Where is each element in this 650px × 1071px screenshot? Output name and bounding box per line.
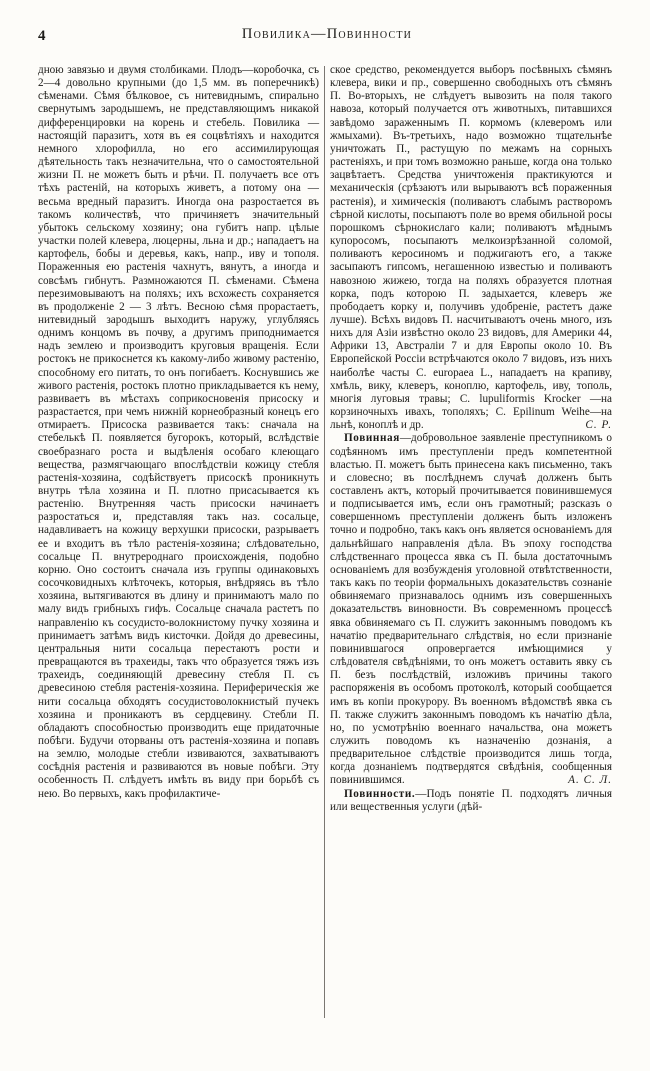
left-column: [38, 64, 319, 1018]
povinnosti-text: —Подъ понятіе П. подходятъ личныя или вещественныя услуги (дѣй-: [330, 787, 612, 813]
povilika-end-text: ское средство, рекомендуется выборъ посѣвныхъ сѣмянъ клевера, вики и пр., совершенно свободныхъ отъ сѣмянъ П. Во-вторыхъ, не слѣдуетъ вывозить на поля такого навоза, который получается отъ животныхъ, питавшихся завѣдомо зараженнымъ П. кормомъ (клеверомъ или жмыхами). Въ-третьихъ, надо возможно тщательнѣе уничтожать П., растущую по межамъ на сорныхъ растеніяхъ, и при томъ возможно раньше, когда она только зацвѣтаетъ. Средства уничтоженія практикуются и механическія (срѣзаютъ или вырываютъ всѣ пораженныя растенія), и химическія (поливаютъ слабымъ растворомъ сѣрной кислоты, посыпаютъ поле во время обильной росы порошкомъ сѣрнокислаго кали; поливаютъ мѣднымъ купоросомъ, посыпаютъ мелкоизрѣзанной соломой, поливаютъ керосиномъ и поджигаютъ его, а также засыпаютъ гипсомъ, негашенною известью и поливаютъ навозною жижею, тогда на поляхъ образуется плотная корка, подъ которою П. задыхается, клеверъ же прободаетъ корку и, получивъ удобреніе, растетъ даже лучше). Всѣхъ видовъ П. насчитываютъ очень много, изъ нихъ для Азіи извѣстно около 23 видовъ, для Америки 44, Африки 13, Австраліи 7 и для Европы около 10. Въ Европейской Россіи встрѣчаются около 7 видовъ, изъ нихъ наиболѣе часты C. europaea L., нападаетъ на крапиву, хмѣль, вику, клеверъ, коноплю, картофель, иву, тополь, многія луговыя травы; C. lupuliformis Krocker —на корзиночныхъ ивахъ, тополяхъ; C. Epilinum Weihe—на льнѣ, коноплѣ и др.: [330, 64, 612, 432]
right-column: [330, 64, 612, 1018]
povinnaya-entry-title: Повинная: [344, 432, 400, 445]
povinnaya-author-signature: А. С. Л.: [568, 774, 612, 787]
article-povinnaya: [330, 432, 612, 787]
column-divider-rule: [324, 66, 325, 1018]
page-number: 4: [38, 28, 46, 44]
text-block: [38, 64, 616, 1018]
povilika-continuation-text: дною завязью и двумя столбиками. Плодъ—коробочка, съ 2—4 довольно крупными (до 1,5 мм. въ поперечникѣ) сѣменами. Сѣмя бѣлковое, съ нитевиднымъ, спирально свернутымъ зародышемъ, не представляющимъ никакой дифференцировки на корень и стебель. Повилика — настоящій паразитъ, хотя въ ея соцвѣтіяхъ и находится немного хлорофилла, но его ассимилирующая дѣятельность такъ незначительна, что о самостоятельной жизни П. не можетъ быть и рѣчи. П. получаетъ все отъ тѣхъ растеній, на которыхъ живетъ, а потому она — весьма вредный паразитъ. Иногда она разростается въ такомъ количествѣ, что причиняетъ значительный убытокъ сельскому хозяину; она губитъ напр. цѣлые участки полей клевера, люцерны, льна и др.; нападаетъ на картофель, бобы и деревья, какъ, напр., иву и тополя. Пораженныя ею растенія чахнутъ, вянутъ, а иногда и совсѣмъ гибнутъ. Размножаются П. сѣменами. Сѣмена перезимовываютъ на поляхъ; ихъ всхожесть сохраняется въ продолженіе 2 — 3 лѣтъ. Весною сѣмя прорастаетъ, нитевидный зародышъ выходитъ наружу, углубляясь однимъ концомъ въ почву, а другимъ приподнимается надъ землею и производитъ круговыя вращенія. Если ростокъ не прикоснется къ какому-либо живому растенію, способному его питать, то онъ погибаетъ. Коснувшись же живого растенія, ростокъ плотно прикладывается къ нему, развиваетъ въ мѣстахъ соприкосновенія присоску и разрастается, при чемъ нижній корнеобразный конецъ его отмираетъ. Присоска развивается такъ: сначала на стебелькѣ П. появляется бугорокъ, который, вслѣдствіе своебразнаго роста и выдѣленія особаго клеющаго вещества, размягчающаго впослѣдствіи кожицу стебля растенія-хозяина, содѣйствуетъ присоскѣ проникнуть внутрь тѣла хозяина и П. плотно присасывается къ растенію. Внутренняя часть присоски начинаетъ разростаться и, представляя такъ наз. сосальце, надавливаетъ на кожицу верхушки присоски, разрываетъ ее и входитъ въ тѣло растенія-хозяина; слѣдовательно, сосальце П. внутрероднаго происхожденія, подобно корню. Оно состоитъ сначала изъ группы одинаковыхъ сосочковидныхъ клѣточекъ, которыя, внѣдряясь въ тѣло хозяина, вытягиваются въ длину и принимаютъ мало по малу видъ грибныхъ гифъ. Сосальце сначала растетъ по направленію къ сосудисто-волокнистому пучку хозяина и принимаетъ затѣмъ видъ кисточки. Дойдя до древесины, центральныя нити сосальца перестаютъ рости и превращаются въ трахеиды, такъ что образуется тяжъ изъ трахеидъ, соединяющій древесину стебля П. съ древесиною стебля растенія-хозяина. Периферическія же нити сосальца обходятъ сосудистоволокнистый пучекъ хозяина и проникаютъ въ сердцевину. Стебли П. обладаютъ способностью производить еще придаточные побѣги. Будучи оторваны отъ растенія-хозяина и попавъ на землю, молодые стебли извиваются, захватываютъ сосѣднія растенія и развиваются въ новые побѣги. Эту особенность П. слѣдуетъ имѣть въ виду при борьбѣ съ нею. Во первыхъ, какъ профилактиче-: [38, 64, 319, 800]
article-povinnosti: [330, 788, 612, 814]
povilika-author-signature: С. Р.: [585, 419, 612, 432]
povinnosti-entry-title: Повинности.: [344, 787, 416, 800]
article-povilika-end: [330, 64, 612, 432]
running-title: Повилика—Повинности: [241, 26, 413, 42]
page-header: [38, 26, 616, 48]
povinnaya-text: —добровольное заявленіе преступникомъ о содѣянномъ имъ преступленіи предъ компетентной властью. П. можетъ быть принесена какъ письменно, такъ и словесно; въ послѣднемъ случаѣ долженъ быть составленъ актъ, который прочитывается повинившемуся и подписывается имъ, если онъ грамотный; разсказъ о совершенномъ преступленіи долженъ быть изложенъ точно и подробно, такъ какъ онъ является основаніемъ для дальнѣйшаго направленія дѣла. Въ эпоху господства слѣдственнаго процесса явка съ П. была достаточнымъ основаніемъ для возбужденія уголовной отвѣтственности, такъ какъ по теоріи формальныхъ доказательствъ сознаніе обвиняемаго признавалось однимъ изъ совершенныхъ доказательствъ виновности. Въ современномъ процессѣ явка обвиняемаго съ П. служитъ законнымъ поводомъ къ начатію предварительнаго слѣдствія, но если признаніе повинившагося опровергается имѣющимися у слѣдователя свѣдѣніями, то онъ можетъ оставить явку съ П. безъ послѣдствій, изложивъ причины такого распоряженія въ особомъ протоколѣ, который сообщается имъ въ копіи прокурору. Въ военномъ вѣдомствѣ явка съ П. также служитъ законнымъ поводомъ къ начатію дѣла, но, по усмотрѣнію военнаго начальства, она можетъ служить поводомъ къ назначенію дознанія, а предварительное слѣдствіе производится лишь тогда, когда дознаніемъ подтвердятся свѣдѣнія, сообщенныя повинившимся.: [330, 432, 612, 787]
article-povilika-continuation: [38, 64, 319, 801]
